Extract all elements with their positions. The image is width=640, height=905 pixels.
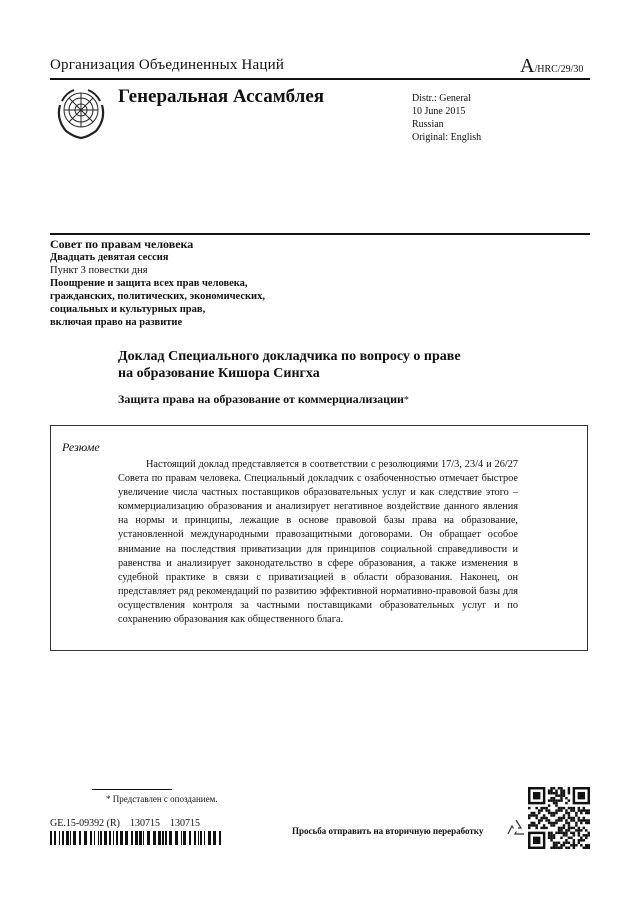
summary-label: Резюме [62, 440, 100, 454]
un-emblem-icon [50, 83, 112, 143]
recycle-note: Просьба отправить на вторичную переработку [292, 826, 484, 836]
agenda-line: включая право на развитие [50, 317, 183, 328]
original-line: Original: English [412, 132, 482, 143]
footnote-rule [92, 789, 172, 790]
footnote-marker: * [403, 395, 409, 406]
symbol-rest: /HRC/29/30 [534, 64, 584, 75]
recycle-icon [504, 818, 528, 840]
section-rule [50, 233, 590, 235]
agenda-line: социальных и культурных прав, [50, 304, 206, 315]
distr-line: Distr.: General [412, 93, 471, 104]
footnote: * Представлен с опозданием. [106, 794, 218, 804]
agenda-line: гражданских, политических, экономических, [50, 291, 265, 302]
report-title-line: на образование Кишора Сингха [118, 366, 320, 381]
qr-code-icon [528, 787, 590, 849]
general-assembly-title: Генеральная Ассамблея [118, 86, 325, 107]
document-symbol [520, 55, 583, 78]
agenda-item: Пункт 3 повестки дня [50, 265, 148, 276]
symbol-prefix: A [520, 55, 535, 77]
header-rule [50, 78, 590, 80]
summary-text: Настоящий доклад представляется в соответствии с резолюциями 17/3, 23/4 и 26/27 Совета по правам человека. Специальный докладчик с озабоченностью отмечает быстрое увеличение числа частных поставщиков образовательных услуг и как следствие этого – коммерциализацию образования и анализирует негативное воздействие данного явления на нормы и принципы, лежащие в основе правовой базы права на образование, установленной международными правозащитными договорами. Он обращает особое внимание на последствия приватизации для принципов социальной справедливости и равенства и анализирует законодательство в сфере образования, а также изменения в судебной практике в связи с приватизацией в области образования. Наконец, он представляет ряд рекомендаций по развитию эффективной нормативно-правовой базы для осуществления контроля за частными поставщиками образовательных услуг и по сохранению образования как общественного блага. [118, 459, 518, 626]
council-block [50, 238, 350, 329]
distribution-info [412, 92, 481, 144]
date-line: 10 June 2015 [412, 106, 466, 117]
agenda-line: Поощрение и защита всех прав человека, [50, 278, 248, 289]
language-line: Russian [412, 119, 444, 130]
barcode-icon [50, 831, 224, 845]
council-name: Совет по правам человека [50, 237, 194, 251]
document-number: GE.15-09392 (R) 130715 130715 [50, 818, 200, 829]
report-subtitle [118, 392, 558, 407]
report-subtitle-text: Защита права на образование от коммерциализации [118, 392, 404, 406]
report-title-line: Доклад Специального докладчика по вопросу о праве [118, 349, 461, 364]
report-title [118, 348, 548, 382]
session-name: Двадцать девятая сессия [50, 252, 169, 263]
organization-name: Организация Объединенных Наций [50, 57, 285, 73]
